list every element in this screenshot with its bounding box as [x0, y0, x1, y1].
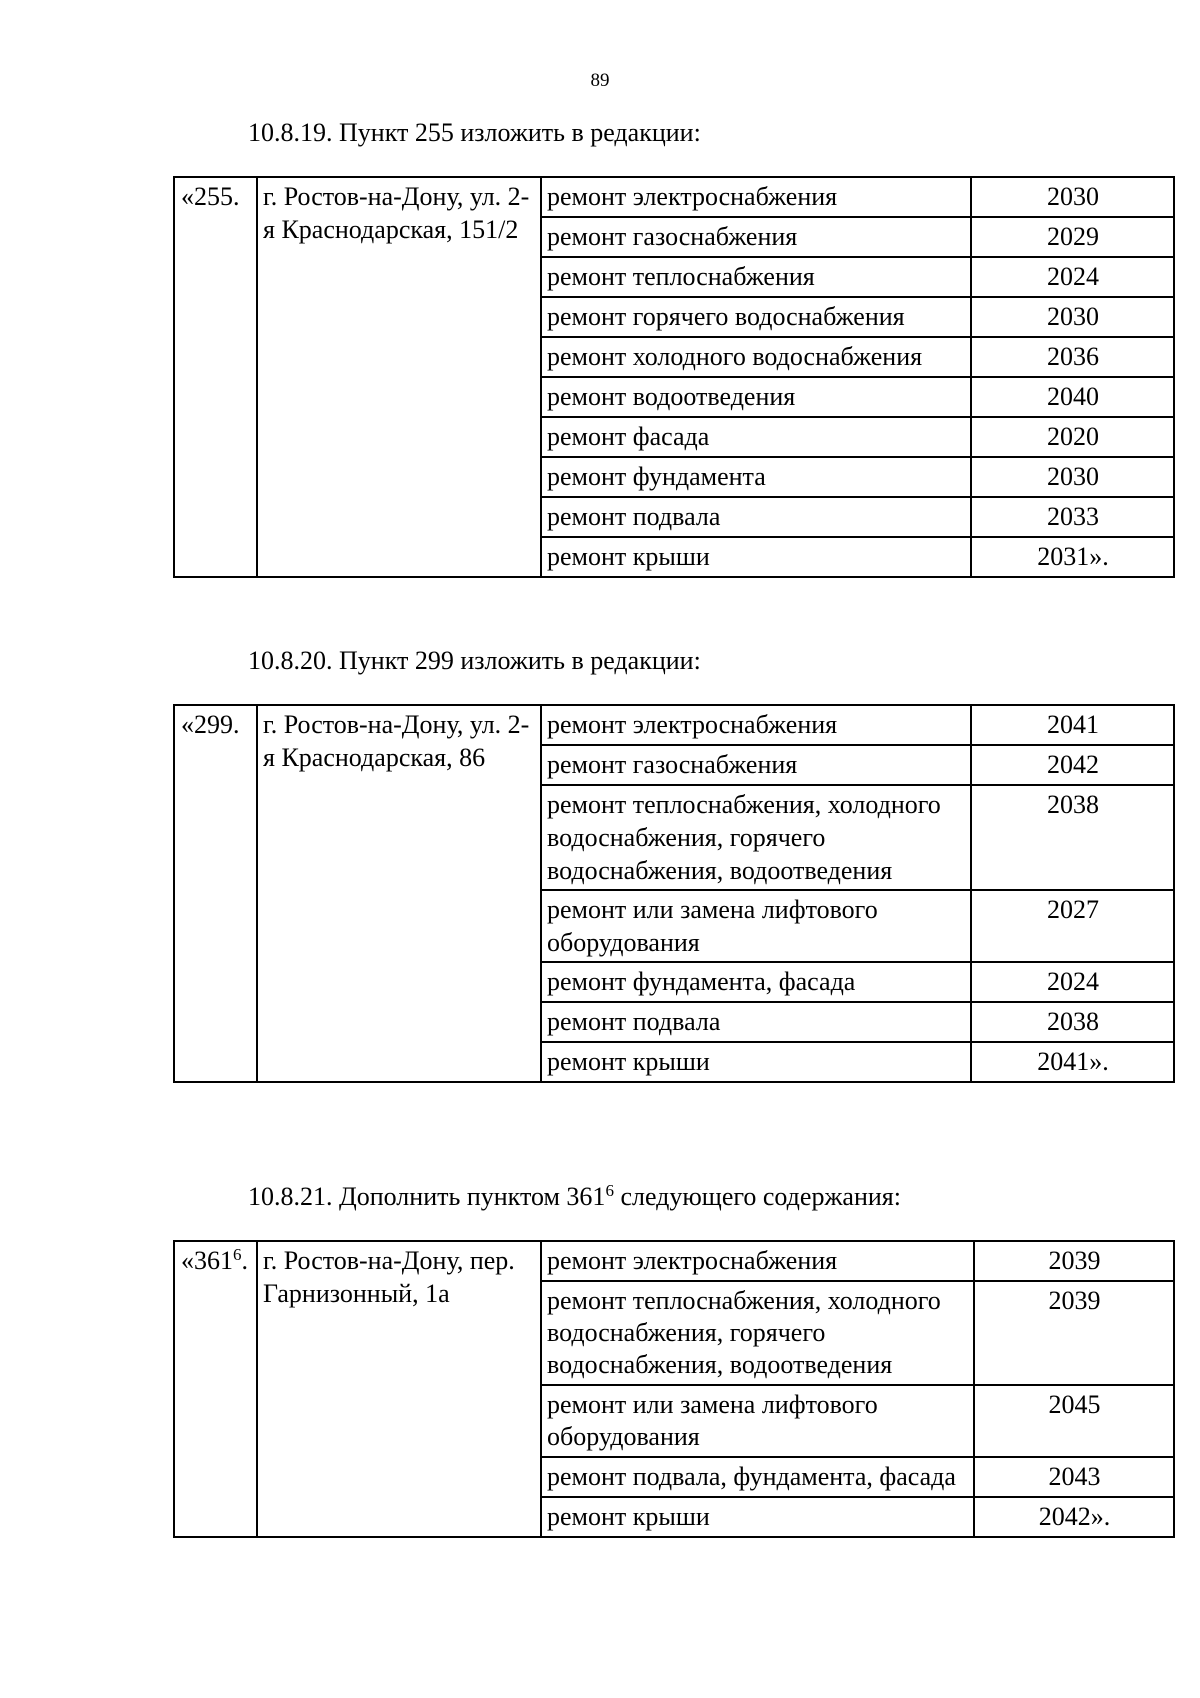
section-heading-361-6 — [248, 1181, 901, 1213]
year-cell: 2036 — [971, 337, 1174, 377]
year-cell: 2030 — [971, 177, 1174, 217]
item-number-cell — [174, 705, 257, 1082]
work-type-cell: ремонт теплоснабжения, холодного водоснабжения, горячего водоснабжения, водоотведения — [541, 1281, 974, 1385]
heading-superscript: 6 — [605, 1181, 614, 1200]
table-row — [174, 705, 1174, 745]
work-type-cell: ремонт газоснабжения — [541, 217, 971, 257]
work-type-cell: ремонт фасада — [541, 417, 971, 457]
year-cell: 2024 — [971, 257, 1174, 297]
year-cell: 2039 — [974, 1281, 1174, 1385]
work-type-cell: ремонт подвала — [541, 497, 971, 537]
heading-text: 10.8.21. Дополнить пунктом 361 — [248, 1182, 606, 1211]
address-cell: г. Ростов-на-Дону, ул. 2-я Краснодарская, 86 — [257, 705, 541, 1082]
item-number-cell — [174, 1241, 257, 1537]
item-number: «361 — [181, 1246, 233, 1275]
heading-text-end: следующего содержания: — [613, 1182, 901, 1211]
amendment-table-299 — [173, 704, 1175, 1083]
work-type-cell: ремонт теплоснабжения, холодного водоснабжения, горячего водоснабжения, водоотведения — [541, 785, 971, 890]
year-cell: 2030 — [971, 457, 1174, 497]
amendment-table-361-6 — [173, 1240, 1175, 1538]
work-type-cell: ремонт электроснабжения — [541, 705, 971, 745]
page-number: 89 — [590, 70, 610, 91]
year-cell: 2039 — [974, 1241, 1174, 1281]
year-cell: 2038 — [971, 785, 1174, 890]
year-cell: 2042 — [971, 745, 1174, 785]
work-type-cell: ремонт водоотведения — [541, 377, 971, 417]
year-cell: 2043 — [974, 1457, 1174, 1497]
work-type-cell: ремонт крыши — [541, 1042, 971, 1082]
amendment-table-255 — [173, 176, 1175, 578]
year-cell: 2029 — [971, 217, 1174, 257]
section-heading-255: 10.8.19. Пункт 255 изложить в редакции: — [248, 118, 701, 147]
item-number-cell — [174, 177, 257, 577]
year-cell: 2027 — [971, 890, 1174, 962]
item-number: «255. — [181, 182, 240, 211]
item-number: «299. — [181, 710, 240, 739]
year-cell: 2045 — [974, 1385, 1174, 1457]
table-body — [174, 705, 1174, 1082]
item-number-suffix: . — [241, 1246, 248, 1275]
work-type-cell: ремонт фундамента, фасада — [541, 962, 971, 1002]
work-type-cell: ремонт газоснабжения — [541, 745, 971, 785]
work-type-cell: ремонт холодного водоснабжения — [541, 337, 971, 377]
work-type-cell: ремонт крыши — [541, 1497, 974, 1537]
address-cell: г. Ростов-на-Дону, ул. 2-я Краснодарская, 151/2 — [257, 177, 541, 577]
year-cell: 2030 — [971, 297, 1174, 337]
address-cell: г. Ростов-на-Дону, пер. Гарнизонный, 1а — [257, 1241, 541, 1537]
work-type-cell: ремонт электроснабжения — [541, 1241, 974, 1281]
year-cell: 2038 — [971, 1002, 1174, 1042]
work-type-cell: ремонт подвала, фундамента, фасада — [541, 1457, 974, 1497]
year-cell: 2041». — [971, 1042, 1174, 1082]
work-type-cell: ремонт или замена лифтового оборудования — [541, 890, 971, 962]
table-row — [174, 177, 1174, 217]
year-cell: 2031». — [971, 537, 1174, 577]
item-number-superscript: 6 — [233, 1245, 242, 1264]
table-body — [174, 1241, 1174, 1537]
work-type-cell: ремонт или замена лифтового оборудования — [541, 1385, 974, 1457]
year-cell: 2041 — [971, 705, 1174, 745]
year-cell: 2024 — [971, 962, 1174, 1002]
work-type-cell: ремонт крыши — [541, 537, 971, 577]
table-body — [174, 177, 1174, 577]
year-cell: 2040 — [971, 377, 1174, 417]
work-type-cell: ремонт фундамента — [541, 457, 971, 497]
year-cell: 2020 — [971, 417, 1174, 457]
work-type-cell: ремонт горячего водоснабжения — [541, 297, 971, 337]
work-type-cell: ремонт теплоснабжения — [541, 257, 971, 297]
year-cell: 2042». — [974, 1497, 1174, 1537]
work-type-cell: ремонт электроснабжения — [541, 177, 971, 217]
year-cell: 2033 — [971, 497, 1174, 537]
work-type-cell: ремонт подвала — [541, 1002, 971, 1042]
section-heading-299: 10.8.20. Пункт 299 изложить в редакции: — [248, 646, 701, 675]
table-row — [174, 1241, 1174, 1281]
